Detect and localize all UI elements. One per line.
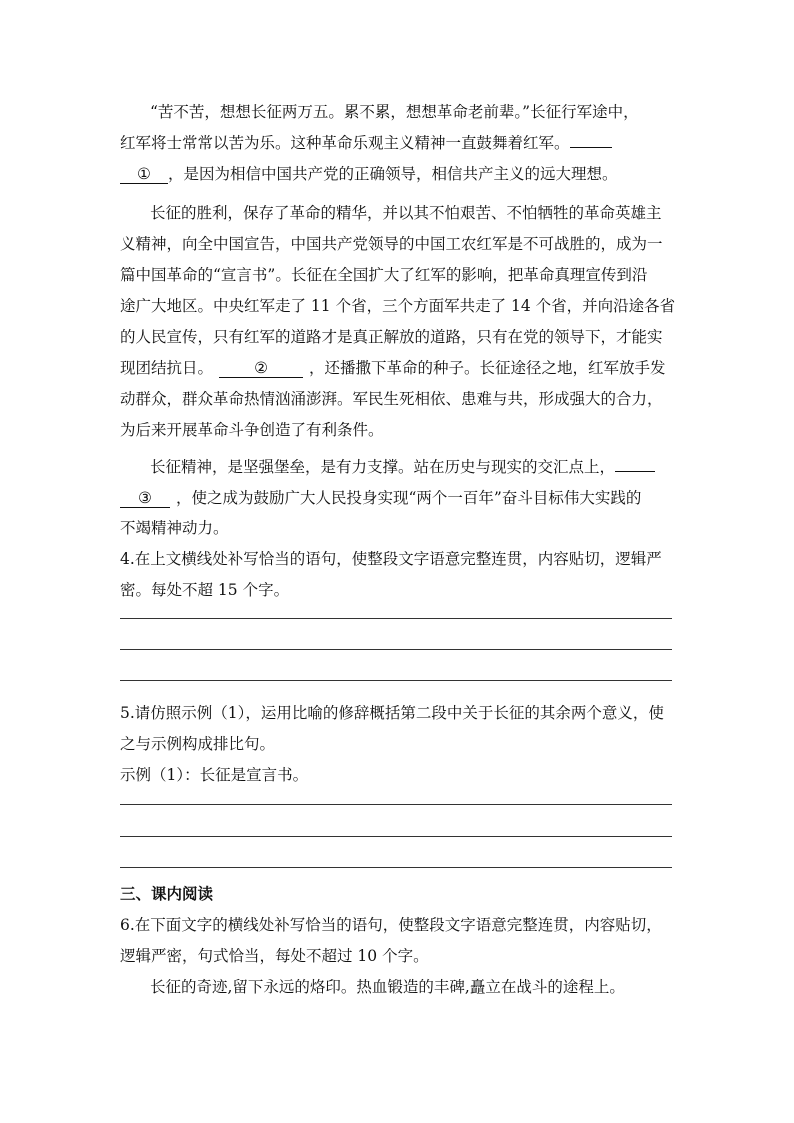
blank-3a[interactable] [615, 471, 655, 472]
p2-line7: 动群众，群众革命热情汹涌澎湃。军民生死相依、患难与共，形成强大的合力， [120, 390, 663, 408]
answer-line-q4-1[interactable] [120, 618, 672, 619]
p3-line2 [120, 488, 680, 508]
p2-line6-post: ，还播撒下革命的种子。长征途径之地，红军放手发 [309, 359, 666, 377]
p2-line6-pre: 现团结抗日。 [120, 359, 214, 377]
p3-line3: 不竭精神动力。 [120, 519, 229, 537]
answer-line-q5-3[interactable] [120, 867, 672, 868]
q5-example: 示例（1）：长征是宣言书。 [120, 766, 309, 784]
q5-line1: 5.请仿照示例（1），运用比喻的修辞概括第二段中关于长征的其余两个意义，使 [120, 704, 664, 722]
blank-1[interactable] [120, 165, 168, 184]
p1-line2-text: 红军将士常常以苦为乐。这种革命乐观主义精神一直鼓舞着红军。 [120, 134, 570, 152]
q5-line2: 之与示例构成排比句。 [120, 735, 276, 753]
answer-line-q5-1[interactable] [120, 804, 672, 805]
p2-line2: 义精神，向全中国宣告，中国共产党领导的中国工农红军是不可战胜的，成为一 [120, 235, 663, 253]
p2-line3: 篇中国革命的“宣言书”。长征在全国扩大了红军的影响，把革命真理宣传到沿 [120, 266, 648, 284]
q6-line2: 逻辑严密，句式恰当，每处不超过 10 个字。 [120, 947, 429, 965]
p1-line3 [120, 164, 680, 184]
p3-line1-text: 长征精神，是坚强堡垒，是有力支撑。站在历史与现实的交汇点上， [150, 458, 616, 476]
blank-2[interactable] [219, 359, 303, 378]
blank-3-mark: ③ [138, 489, 152, 507]
answer-line-q5-2[interactable] [120, 836, 672, 837]
blank-3[interactable] [120, 489, 170, 508]
q4-line2: 密。每处不超 15 个字。 [120, 581, 290, 599]
blank-1a[interactable] [570, 147, 612, 148]
p1-line2 [120, 133, 680, 153]
q4-line1: 4.在上文横线处补写恰当的语句，使整段文字语意完整连贯，内容贴切，逻辑严 [120, 550, 662, 568]
p2-line4: 途广大地区。中央红军走了 11 个省，三个方面军共走了 14 个省，并向沿途各省 [120, 297, 676, 315]
blank-1-mark: ① [137, 165, 151, 183]
p3-line1 [150, 457, 680, 477]
p2-line5: 的人民宣传，只有红军的道路才是真正解放的道路，只有在党的领导下，才能实 [120, 328, 663, 346]
answer-line-q4-3[interactable] [120, 680, 672, 681]
p2-line8: 为后来开展革命斗争创造了有利条件。 [120, 421, 384, 439]
q6-line3: 长征的奇迹,留下永远的烙印。热血锻造的丰碑,矗立在战斗的途程上。 [150, 978, 625, 996]
p1-line3-text: ，是因为相信中国共产党的正确领导，相信共产主义的远大理想。 [168, 165, 618, 183]
q6-line1: 6.在下面文字的横线处补写恰当的语句，使整段文字语意完整连贯，内容贴切， [120, 916, 662, 934]
p2-line6 [120, 358, 680, 378]
p3-line2-text: ，使之成为鼓励广大人民投身实现“两个一百年”奋斗目标伟大实践的 [176, 489, 642, 507]
section-heading: 三、课内阅读 [120, 884, 214, 903]
p1-line1: “苦不苦，想想长征两万五。累不累，想想革命老前辈。”长征行军途中， [150, 103, 639, 121]
p2-line1: 长征的胜利，保存了革命的精华，并以其不怕艰苦、不怕牺牲的革命英雄主 [150, 204, 662, 222]
answer-line-q4-2[interactable] [120, 649, 672, 650]
blank-2-mark: ② [254, 359, 268, 377]
